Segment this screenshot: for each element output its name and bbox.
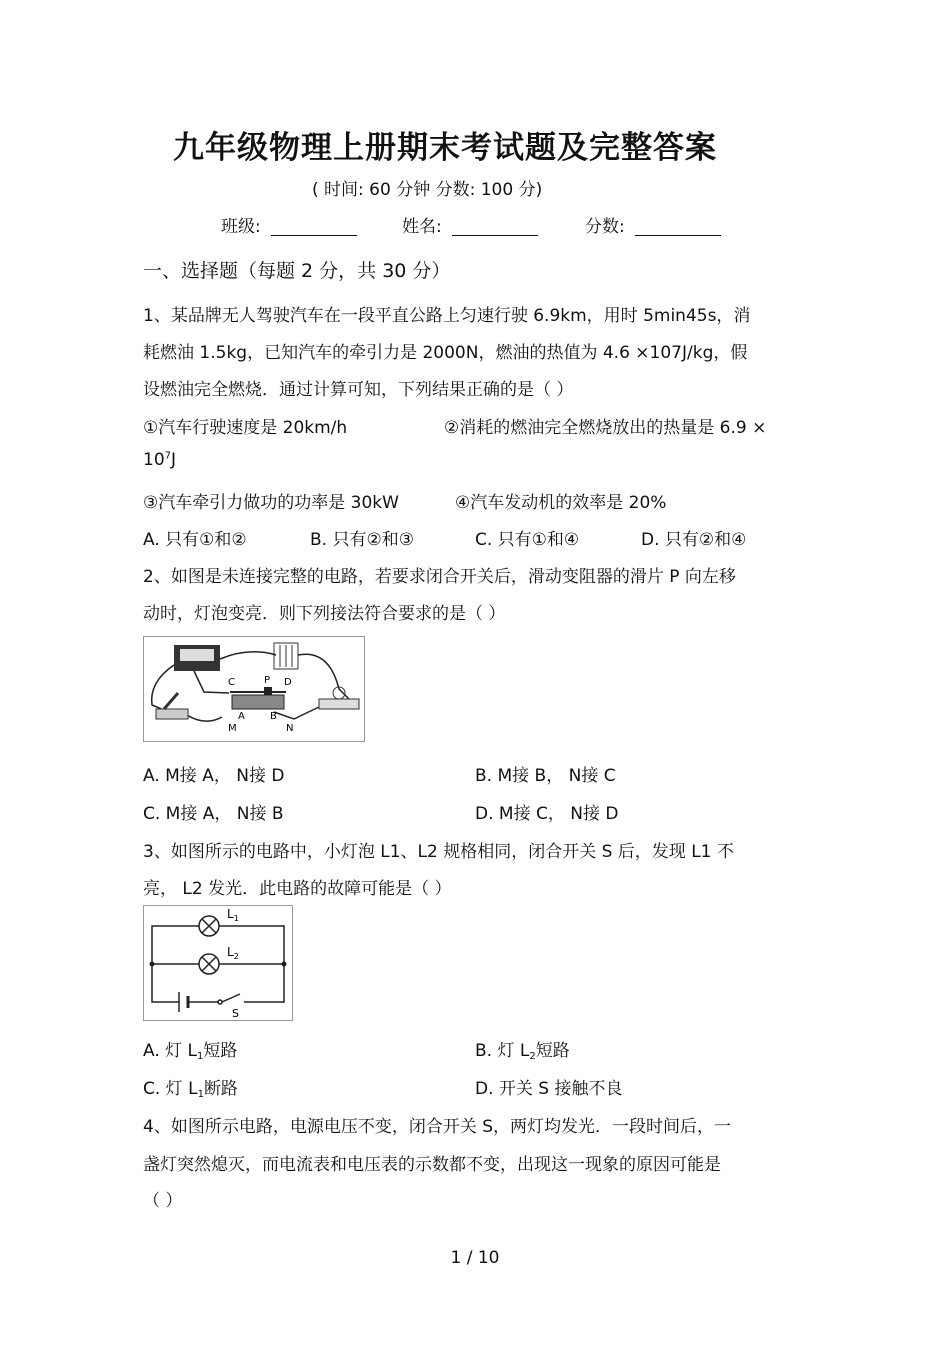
class-field xyxy=(221,212,357,237)
score-label: 分数: xyxy=(585,217,625,237)
q3-option-a: A. 灯 L1短路 xyxy=(143,1041,238,1062)
q1-statement-4: ④汽车发动机的效率是 20% xyxy=(455,493,667,513)
class-label: 班级: xyxy=(221,217,261,237)
q3-circuit-figure xyxy=(143,905,293,1021)
switch-blade xyxy=(164,693,178,709)
junction-dot xyxy=(150,962,155,967)
label-d: D xyxy=(284,677,292,688)
q2-option-b: B. M接 B， N接 C xyxy=(475,766,616,786)
label-b: B xyxy=(270,711,277,722)
wire-m xyxy=(184,713,222,721)
wire xyxy=(152,926,199,964)
label-l2: $L_2$ xyxy=(227,945,239,961)
name-field xyxy=(402,212,538,237)
q2-line1: 2、如图是未连接完整的电路，若要求闭合开关后，滑动变阻器的滑片 P 向左移 xyxy=(143,567,736,587)
q3-option-d: D. 开关 S 接触不良 xyxy=(475,1079,623,1099)
label-m: M xyxy=(228,723,237,734)
wire xyxy=(152,964,179,1002)
q3-line1: 3、如图所示的电路中，小灯泡 L1、L2 规格相同，闭合开关 S 后，发现 L1 不 xyxy=(143,842,734,862)
q2-option-a: A. M接 A， N接 D xyxy=(143,766,285,786)
wire xyxy=(194,671,229,693)
junction-dot xyxy=(282,962,287,967)
section-heading: 一、选择题（每题 2 分，共 30 分） xyxy=(143,260,451,282)
label-s: S xyxy=(232,1007,239,1020)
q1-line2: 耗燃油 1.5kg，已知汽车的牵引力是 2000N，燃油的热值为 4.6 ×107J/kg，假 xyxy=(143,343,748,363)
label-l1: $L_1$ xyxy=(227,907,239,923)
bulb-base xyxy=(319,699,359,709)
label-a: A xyxy=(238,711,245,722)
q1-line1: 1、某品牌无人驾驶汽车在一段平直公路上匀速行驶 6.9km，用时 5min45s，消 xyxy=(143,306,751,326)
switch-pivot xyxy=(218,1000,222,1004)
q3-line2: 亮， L2 发光．此电路的故障可能是（ ） xyxy=(143,879,452,899)
label-p: P xyxy=(264,675,271,686)
rheostat-slider xyxy=(264,687,272,695)
name-label: 姓名: xyxy=(402,217,442,237)
q2-option-d: D. M接 C， N接 D xyxy=(475,804,619,824)
name-blank xyxy=(452,217,538,236)
page-title: 九年级物理上册期末考试题及完整答案 xyxy=(173,130,717,166)
q1-statement-1: ①汽车行驶速度是 20km/h xyxy=(143,418,348,438)
q2-circuit-figure xyxy=(143,636,365,742)
exp-base: 10 xyxy=(143,450,165,470)
exp-power: 7 xyxy=(164,450,172,462)
q3-option-b: B. 灯 L2短路 xyxy=(475,1041,570,1062)
q2-line2: 动时，灯泡变亮．则下列接法符合要求的是（ ） xyxy=(143,604,506,624)
score-blank xyxy=(635,217,721,236)
score-field xyxy=(585,212,721,237)
q1-option-b: B. 只有②和③ xyxy=(310,530,414,550)
wire xyxy=(152,665,174,711)
wire xyxy=(244,964,284,1002)
q4-line1: 4、如图所示电路，电源电压不变，闭合开关 S，两灯均发光．一段时间后，一 xyxy=(143,1117,732,1137)
knife-switch xyxy=(156,709,188,719)
exp-unit: J xyxy=(171,450,177,470)
q1-statement-2-cont xyxy=(143,450,176,470)
parallel-circuit-drawing xyxy=(144,906,292,1020)
wire xyxy=(220,652,276,659)
q2-option-c: C. M接 A， N接 B xyxy=(143,804,284,824)
label-c: C xyxy=(228,677,235,688)
q1-statement-2: ②消耗的燃油完全燃烧放出的热量是 6.9 × xyxy=(444,418,767,438)
ammeter-dial xyxy=(180,649,214,661)
q1-statement-3: ③汽车牵引力做功的功率是 30kW xyxy=(143,493,399,513)
page-number: 1 / 10 xyxy=(450,1248,500,1268)
class-blank xyxy=(271,217,357,236)
label-n: N xyxy=(286,723,294,734)
time-score-note: ( 时间: 60 分钟 分数: 100 分) xyxy=(312,180,543,200)
wire xyxy=(298,654,349,699)
q1-option-d: D. 只有②和④ xyxy=(641,530,747,550)
q1-option-c: C. 只有①和④ xyxy=(475,530,580,550)
lamp-l1-cross xyxy=(202,919,216,933)
q1-line3: 设燃油完全燃烧．通过计算可知，下列结果正确的是（ ） xyxy=(143,380,574,400)
lamp-l2-cross xyxy=(202,957,216,971)
q3-option-c: C. 灯 L1断路 xyxy=(143,1079,238,1100)
q1-option-a: A. 只有①和② xyxy=(143,530,247,550)
switch-lever xyxy=(222,994,240,1002)
q4-line3: （ ） xyxy=(143,1191,183,1211)
q4-line2: 盏灯突然熄灭，而电流表和电压表的示数都不变，出现这一现象的原因可能是 xyxy=(143,1155,721,1175)
circuit-drawing xyxy=(144,637,364,741)
rheostat-coil xyxy=(232,695,284,709)
